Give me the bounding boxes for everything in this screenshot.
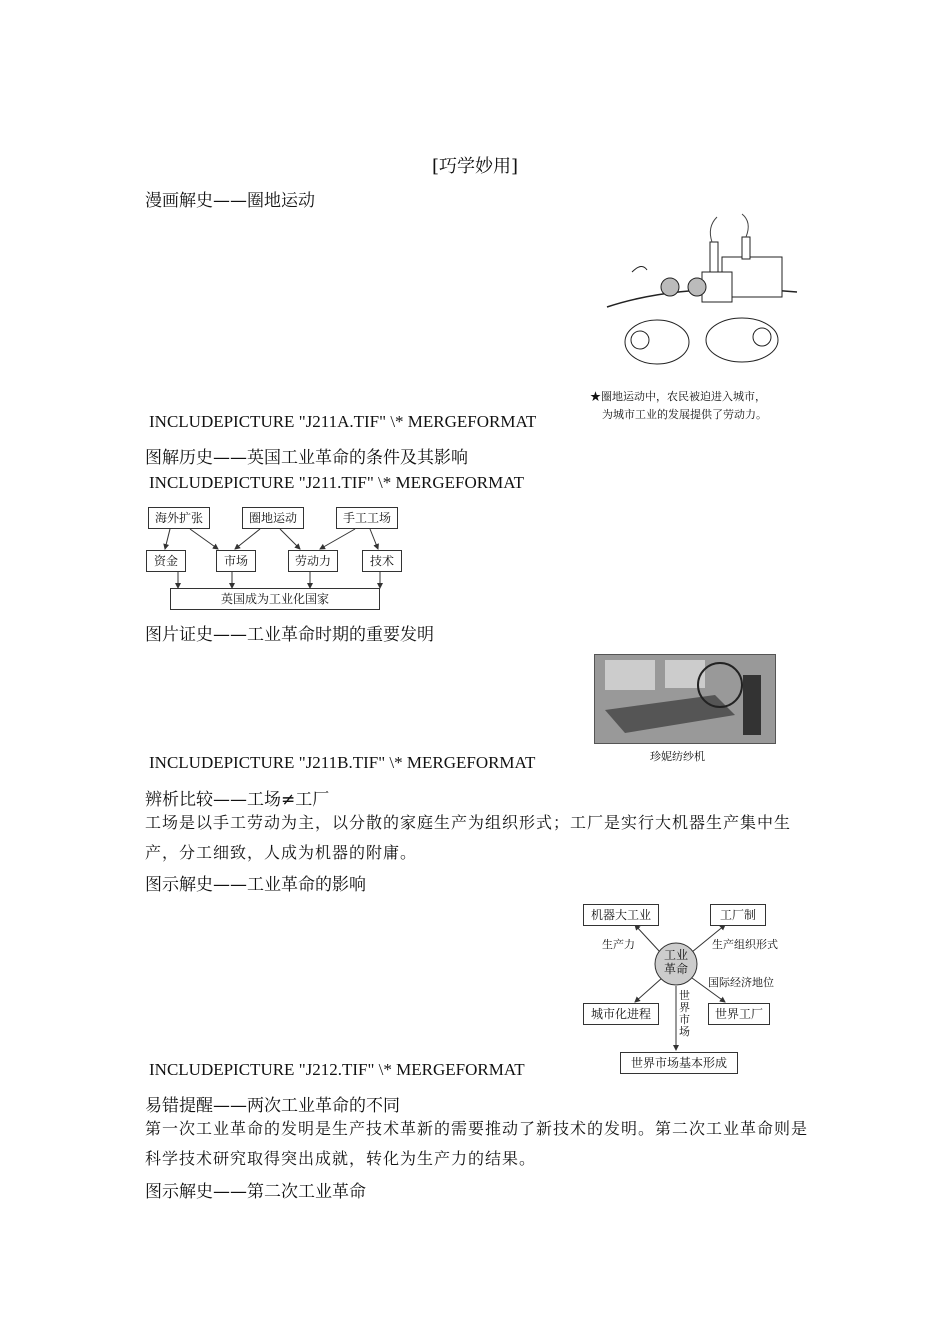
- include-field-diagram1: INCLUDEPICTURE "J211.TIF" \* MERGEFORMAT: [149, 473, 524, 492]
- label-market-char: 界: [679, 1001, 690, 1014]
- box-industrialized: 英国成为工业化国家: [170, 588, 380, 610]
- comic-heading: 漫画解史——圈地运动: [145, 191, 315, 211]
- label-productivity: 生产力: [602, 938, 635, 951]
- industrial-conditions-diagram: [140, 502, 400, 614]
- industrial-impact-diagram: [580, 900, 790, 1078]
- label-world-market: [679, 990, 691, 1038]
- second-revolution-heading: 图示解史——第二次工业革命: [145, 1182, 366, 1202]
- mistake-text: 第一次工业革命的发明是生产技术革新的需要推动了新技术的发明。第二次工业革命则是科学技术研究取得突出成就，转化为生产力的结果。: [145, 1119, 809, 1168]
- box-capital: 资金: [146, 550, 186, 572]
- compare-heading: 辨析比较——工场≠工厂: [145, 790, 330, 810]
- caption-line-2: 为城市工业的发展提供了劳动力。: [602, 408, 767, 421]
- comic-caption: [590, 388, 810, 424]
- node-factory-system: 工厂制: [710, 904, 766, 926]
- enclosure-comic-image: [602, 212, 802, 382]
- compare-text: 工场是以手工劳动为主，以分散的家庭生产为组织形式；工厂是实行大机器生产集中生产，分工细致，人成为机器的附庸。: [145, 813, 792, 862]
- include-field-picture: INCLUDEPICTURE "J211B.TIF" \* MERGEFORMAT: [149, 753, 536, 772]
- box-market: 市场: [216, 550, 256, 572]
- label-market-char: 市: [679, 1013, 690, 1026]
- section-title: [巧学妙用]: [431, 156, 519, 177]
- picture-heading: 图片证史——工业革命时期的重要发明: [145, 625, 434, 645]
- center-line-1: 工业: [664, 948, 689, 962]
- center-node: [664, 948, 688, 976]
- label-organization: 生产组织形式: [712, 938, 778, 951]
- center-line-2: 革命: [664, 962, 689, 976]
- box-technology: 技术: [362, 550, 402, 572]
- label-status: 国际经济地位: [708, 976, 774, 989]
- box-enclosure: 圈地运动: [242, 507, 304, 529]
- spinning-jenny-image: [594, 654, 776, 744]
- include-field-impact: INCLUDEPICTURE "J212.TIF" \* MERGEFORMAT: [149, 1060, 525, 1079]
- mistake-heading: 易错提醒——两次工业革命的不同: [145, 1096, 400, 1116]
- node-machine-industry: 机器大工业: [583, 904, 659, 926]
- node-world-factory: 世界工厂: [708, 1003, 770, 1025]
- box-workshop: 手工工场: [336, 507, 398, 529]
- diagram1-heading: 图解历史——英国工业革命的条件及其影响: [145, 448, 468, 468]
- label-market-char: 世: [679, 989, 690, 1002]
- node-urbanization: 城市化进程: [583, 1003, 659, 1025]
- impact-heading: 图示解史——工业革命的影响: [145, 875, 366, 895]
- box-labor: 劳动力: [288, 550, 338, 572]
- jenny-caption: 珍妮纺纱机: [650, 750, 705, 763]
- caption-line-1: ★圈地运动中，农民被迫进入城市，: [590, 390, 766, 403]
- label-market-char: 场: [679, 1025, 690, 1038]
- node-world-market: 世界市场基本形成: [620, 1052, 738, 1074]
- box-overseas: 海外扩张: [148, 507, 210, 529]
- include-field-comic: INCLUDEPICTURE "J211A.TIF" \* MERGEFORMAT: [149, 412, 537, 431]
